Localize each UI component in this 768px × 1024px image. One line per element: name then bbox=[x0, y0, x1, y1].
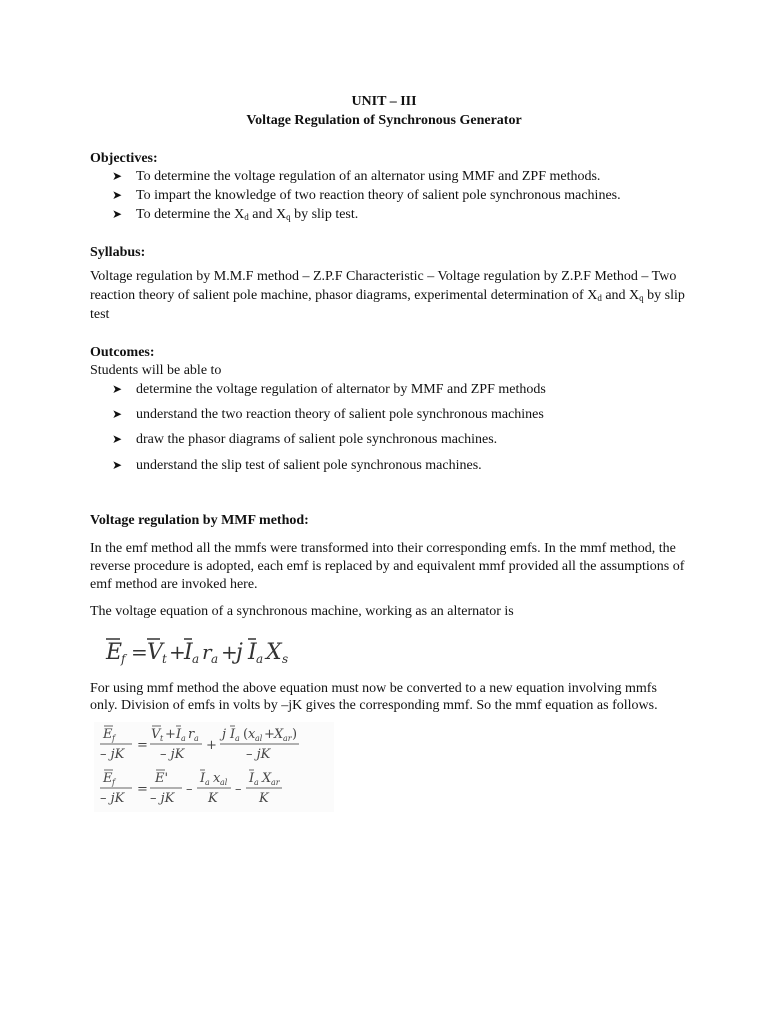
outcome-item: ➤ determine the voltage regulation of alternator by MMF and ZPF methods bbox=[112, 382, 546, 397]
svg-text:a: a bbox=[181, 734, 186, 743]
outcome-item: ➤ draw the phasor diagrams of salient pole synchronous machines. bbox=[112, 432, 498, 447]
svg-text:– jK: – jK bbox=[246, 747, 271, 762]
svg-text:r: r bbox=[202, 640, 212, 664]
voltage-equation-image bbox=[100, 632, 300, 666]
svg-text:a: a bbox=[256, 652, 264, 666]
objective-item: ➤ To determine the $X_d$ and $X_q$ by slip test. bbox=[112, 207, 359, 222]
svg-text:I: I bbox=[249, 771, 255, 786]
svg-text:I: I bbox=[200, 771, 206, 786]
svg-text:j: j bbox=[236, 640, 243, 665]
svg-text:E: E bbox=[106, 640, 123, 665]
svg-text:–: – bbox=[186, 782, 193, 797]
mmf-para-line: only. Division of emfs in volts by –jK gives the corresponding mmf. So the mmf equation as follows. bbox=[90, 698, 658, 713]
svg-text:x: x bbox=[248, 727, 256, 742]
svg-text:– jK: – jK bbox=[100, 791, 125, 806]
svg-text:V: V bbox=[151, 727, 161, 742]
page-title: Voltage Regulation of Synchronous Generator bbox=[246, 113, 522, 128]
svg-text:=: = bbox=[131, 640, 148, 664]
svg-text:a: a bbox=[192, 652, 200, 666]
mmf-para-line: emf method are invoked here. bbox=[90, 577, 258, 592]
svg-text:I: I bbox=[248, 640, 257, 665]
svg-text:+: + bbox=[221, 640, 238, 664]
outcome-item: ➤ understand the two reaction theory of salient pole synchronous machines bbox=[112, 407, 544, 422]
mmf-para-line: For using mmf method the above equation must now be converted to a new equation involving mmfs bbox=[90, 681, 657, 696]
svg-text:x: x bbox=[213, 771, 221, 786]
svg-text:j: j bbox=[222, 727, 227, 742]
svg-text:f: f bbox=[112, 778, 115, 787]
right-arrowhead-icon: ➤ bbox=[112, 407, 123, 421]
svg-text:a: a bbox=[211, 652, 219, 666]
svg-text:–: – bbox=[235, 782, 242, 797]
svg-text:a: a bbox=[254, 778, 259, 787]
right-arrowhead-icon: ➤ bbox=[112, 188, 123, 202]
syllabus-text-line: reaction theory of salient pole machine, phasor diagrams, experimental determination of $X_d$ and $X_q$ by slip bbox=[90, 288, 685, 303]
svg-text:a: a bbox=[235, 734, 240, 743]
objectives-heading: Objectives: bbox=[90, 151, 158, 166]
svg-text:t: t bbox=[162, 652, 167, 666]
svg-text:s: s bbox=[282, 652, 289, 666]
svg-text:+: + bbox=[165, 727, 176, 742]
svg-text:E: E bbox=[103, 771, 113, 786]
mmf-para-line: reverse procedure is adopted, each emf is replaced by and equivalent mmf provided all the assumptions of bbox=[90, 559, 685, 574]
svg-text:r: r bbox=[188, 727, 195, 742]
mmf-heading: Voltage regulation by MMF method: bbox=[90, 513, 309, 528]
svg-text:– jK: – jK bbox=[150, 791, 175, 806]
svg-text:X: X bbox=[262, 771, 272, 786]
svg-text:ar: ar bbox=[271, 778, 280, 787]
unit-label: UNIT – III bbox=[351, 94, 417, 109]
right-arrowhead-icon: ➤ bbox=[112, 458, 123, 472]
svg-text:X: X bbox=[274, 727, 284, 742]
svg-text:f: f bbox=[112, 734, 115, 743]
svg-text:– jK: – jK bbox=[160, 747, 185, 762]
svg-text:=: = bbox=[137, 782, 148, 797]
svg-text:X: X bbox=[266, 640, 282, 665]
svg-text:E: E bbox=[103, 727, 113, 742]
outcomes-intro: Students will be able to bbox=[90, 363, 222, 378]
svg-text:ar: ar bbox=[283, 734, 292, 743]
syllabus-heading: Syllabus: bbox=[90, 245, 146, 260]
syllabus-text-line: test bbox=[90, 307, 110, 322]
svg-text:a: a bbox=[194, 734, 199, 743]
outcome-item: ➤ understand the slip test of salient pole synchronous machines. bbox=[112, 458, 482, 473]
svg-text:al: al bbox=[255, 734, 263, 743]
objective-item: ➤ To determine the voltage regulation of an alternator using MMF and ZPF methods. bbox=[112, 169, 601, 184]
right-arrowhead-icon: ➤ bbox=[112, 207, 123, 221]
syllabus-text-line: Voltage regulation by M.M.F method – Z.P.F Characteristic – Voltage regulation by Z.P.F Method – Two bbox=[90, 269, 677, 284]
svg-text:+: + bbox=[206, 738, 217, 753]
svg-text:a: a bbox=[205, 778, 210, 787]
outcomes-heading: Outcomes: bbox=[90, 345, 155, 360]
svg-text:+: + bbox=[264, 727, 275, 742]
mmf-para-line: The voltage equation of a synchronous machine, working as an alternator is bbox=[90, 604, 514, 619]
right-arrowhead-icon: ➤ bbox=[112, 432, 123, 446]
mmf-equations-image bbox=[94, 722, 334, 812]
svg-text:f: f bbox=[121, 652, 126, 666]
svg-text:al: al bbox=[220, 778, 228, 787]
svg-text:K: K bbox=[208, 791, 218, 806]
svg-text:I: I bbox=[184, 640, 193, 665]
right-arrowhead-icon: ➤ bbox=[112, 382, 123, 396]
objective-item: ➤ To impart the knowledge of two reaction theory of salient pole synchronous machines. bbox=[112, 188, 621, 203]
svg-text:– jK: – jK bbox=[100, 747, 125, 762]
svg-text:+: + bbox=[169, 640, 186, 664]
svg-text:): ) bbox=[292, 727, 298, 742]
svg-text:I: I bbox=[176, 727, 182, 742]
svg-text:V: V bbox=[147, 640, 163, 665]
svg-text:E': E' bbox=[155, 771, 169, 786]
svg-text:(: ( bbox=[243, 727, 249, 742]
svg-text:=: = bbox=[137, 738, 148, 753]
svg-text:t: t bbox=[160, 734, 164, 743]
svg-text:K: K bbox=[259, 791, 269, 806]
svg-text:I: I bbox=[230, 727, 236, 742]
right-arrowhead-icon: ➤ bbox=[112, 169, 123, 183]
mmf-para-line: In the emf method all the mmfs were transformed into their corresponding emfs. In the mmf method, the bbox=[90, 541, 676, 556]
